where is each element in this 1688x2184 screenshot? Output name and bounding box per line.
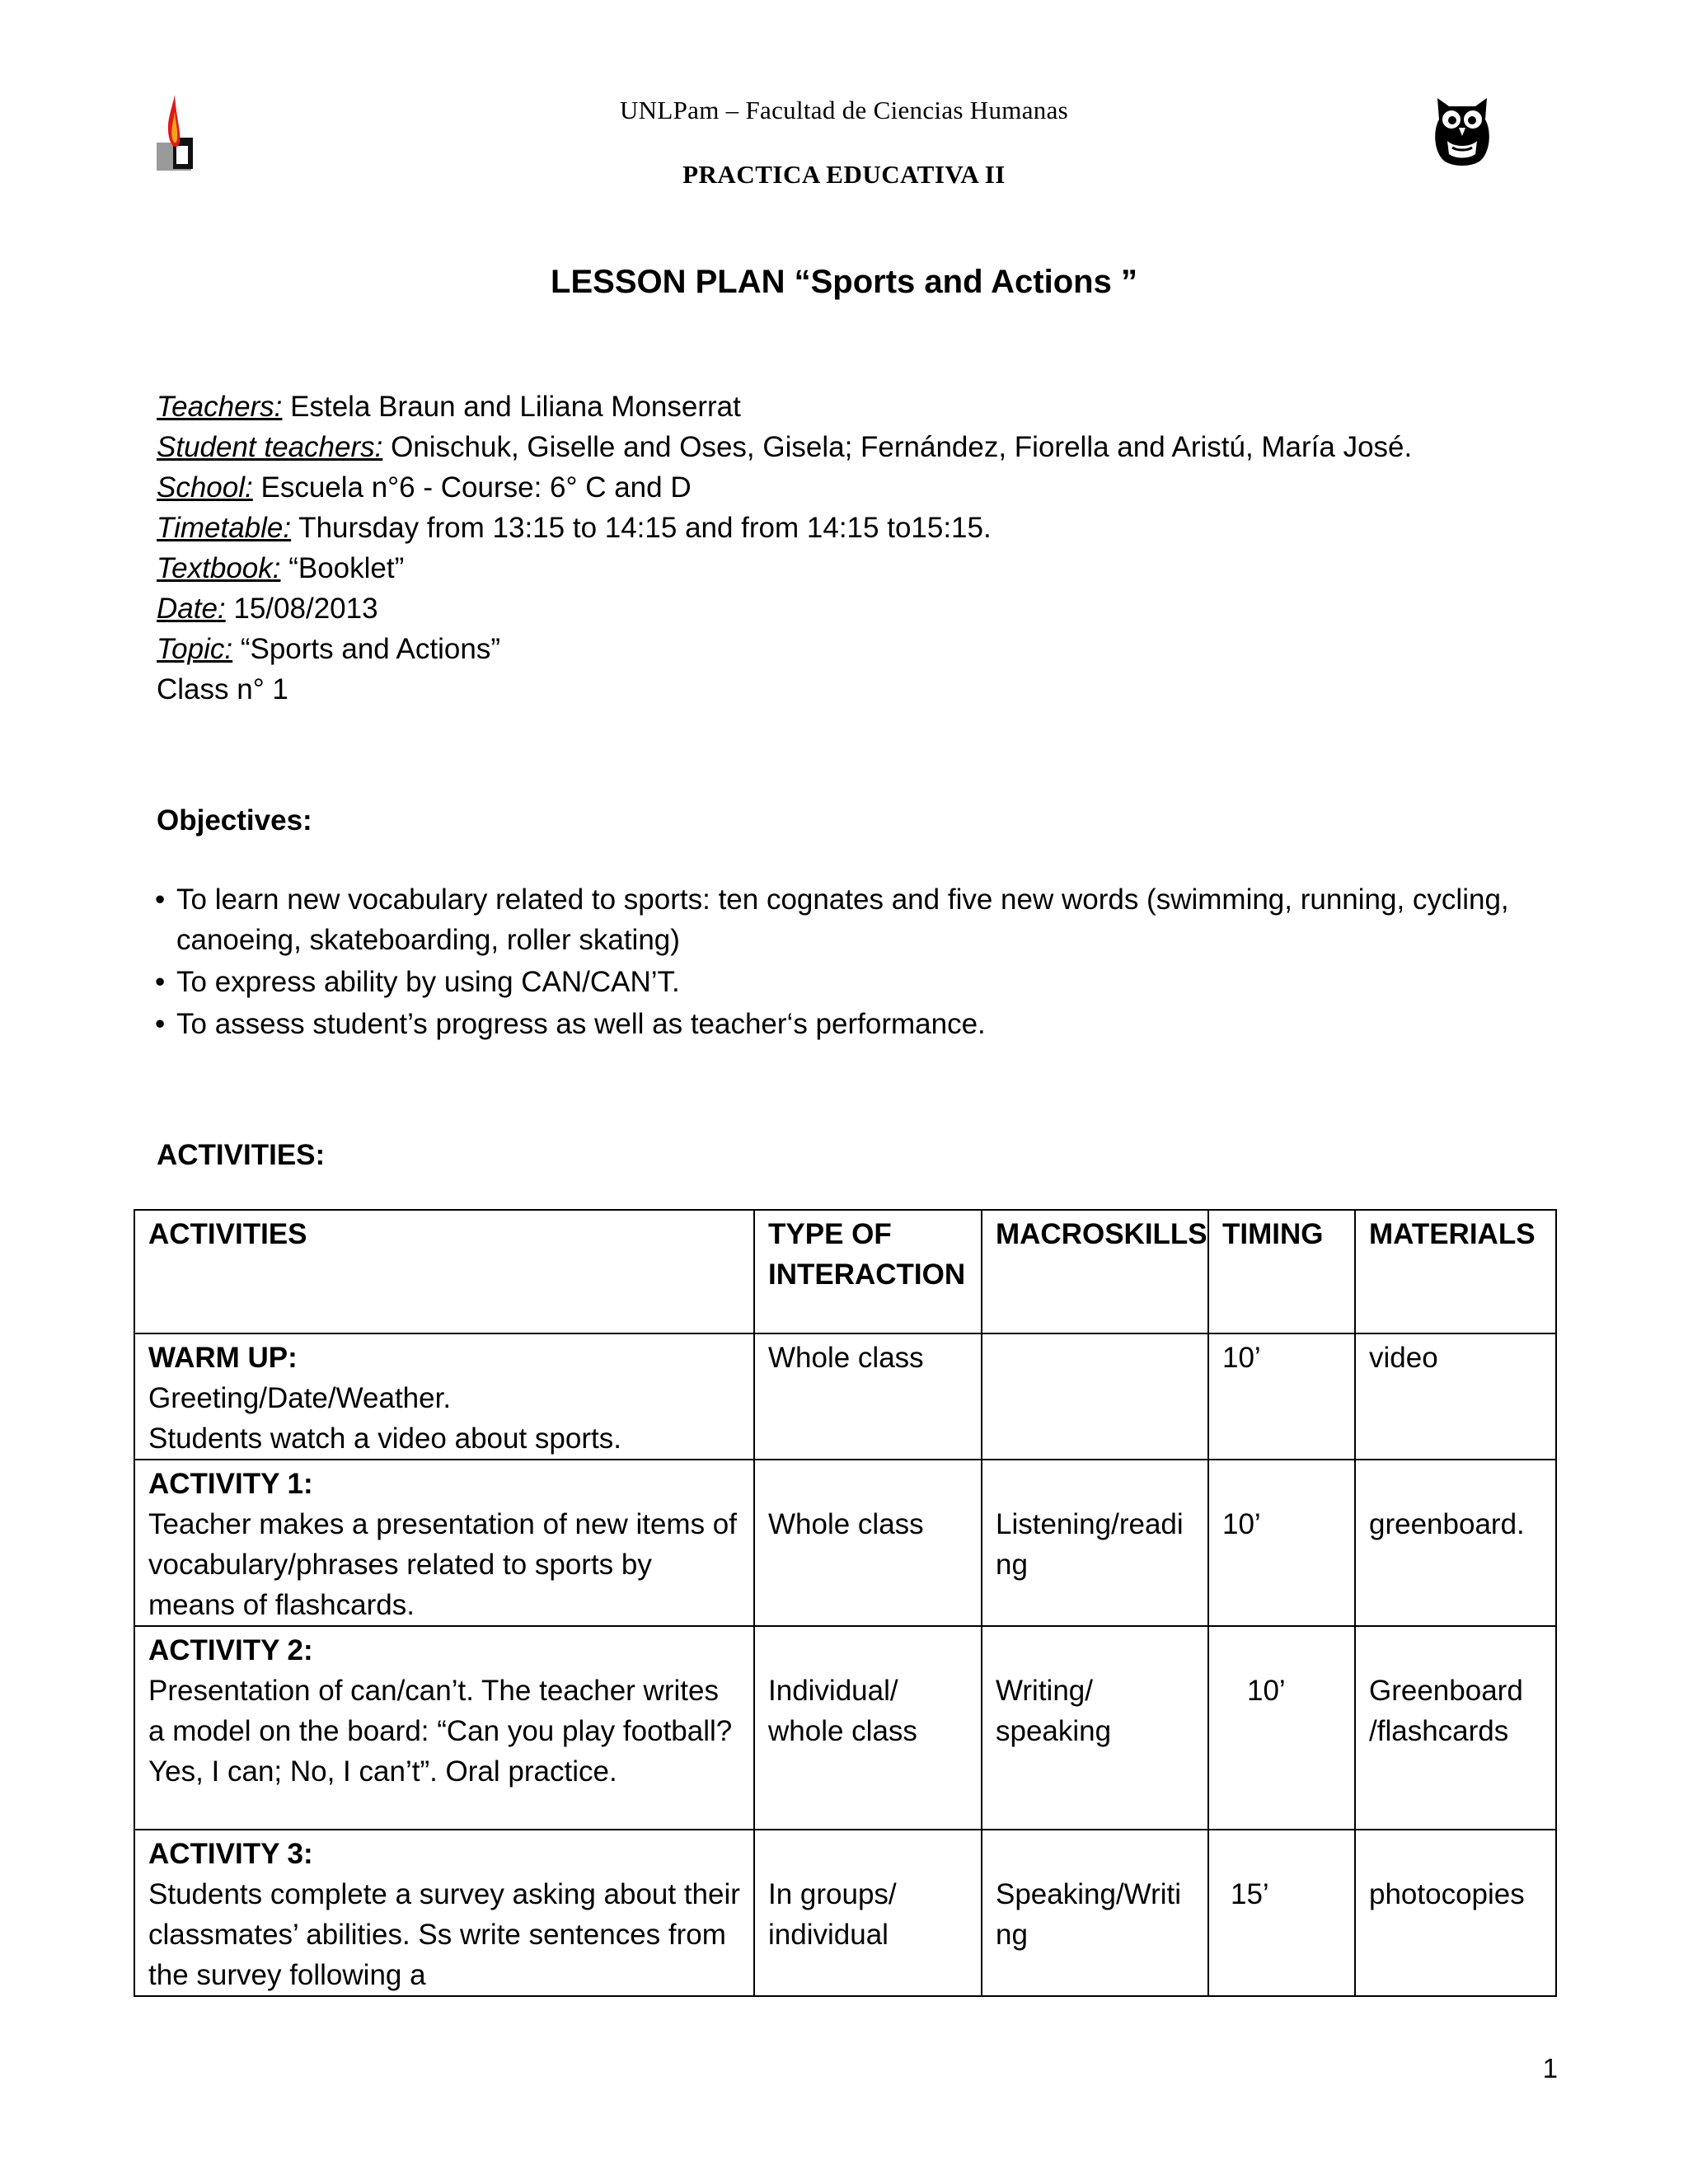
institution-header: UNLPam – Facultad de Ciencias Humanas [619, 96, 1068, 124]
activity-cell [134, 1830, 754, 1996]
info-value: Estela Braun and Liliana Monserrat [282, 391, 741, 423]
bullet-icon: • [155, 1008, 166, 1040]
bullet-icon: • [155, 883, 166, 916]
timing-cell: 10’ [1208, 1333, 1355, 1460]
activity-description: Greeting/Date/Weather. Students watch a video about sports. [148, 1382, 621, 1455]
info-label: Teachers: [157, 391, 283, 423]
interaction-cell: In groups/ individual [754, 1830, 982, 1996]
objective-text: To assess student’s progress as well as teacher‘s performance. [176, 1008, 986, 1040]
column-header-timing: TIMING [1208, 1210, 1355, 1333]
info-label: Timetable: [157, 512, 292, 544]
timing-cell: 10’ [1208, 1460, 1355, 1626]
timing-cell: 10’ [1208, 1626, 1355, 1830]
column-header-interaction: TYPE OF INTERACTION [754, 1210, 982, 1333]
page-number: 1 [1542, 2053, 1558, 2083]
interaction-cell: Whole class [754, 1460, 982, 1626]
activity-cell [134, 1626, 754, 1830]
info-label: Topic: [157, 633, 233, 665]
info-school [157, 467, 1412, 508]
column-header-macroskills: MACROSKILLS [982, 1210, 1208, 1333]
objective-item [155, 1004, 1573, 1044]
macroskills-cell: Speaking/Writing [982, 1830, 1208, 1996]
activity-title: ACTIVITY 2: [148, 1634, 313, 1666]
activity-description: Teacher makes a presentation of new items of vocabulary/phrases related to sports by means of flashcards. [148, 1508, 737, 1621]
table-row [134, 1626, 1556, 1830]
macroskills-cell: Writing/ speaking [982, 1626, 1208, 1830]
column-header-activities: ACTIVITIES [134, 1210, 754, 1333]
activity-description: Students complete a survey asking about their classmates’ abilities. Ss write sentences from the survey following a [148, 1878, 740, 1991]
info-value: Thursday from 13:15 to 14:15 and from 14:15 to15:15. [291, 512, 992, 544]
objectives-heading: Objectives: [157, 804, 312, 837]
materials-cell: Greenboard /flashcards [1355, 1626, 1556, 1830]
objective-text: To learn new vocabulary related to sports: ten cognates and five new words (swimming, running, cycling, canoeing, skateboarding, roller skating) [176, 883, 1509, 956]
materials-cell: video [1355, 1333, 1556, 1460]
objectives-list [155, 879, 1573, 1046]
info-value: Escuela n°6 - Course: 6° C and D [252, 471, 692, 504]
info-timetable [157, 508, 1412, 548]
objective-text: To express ability by using CAN/CAN’T. [176, 966, 680, 998]
bullet-icon: • [155, 966, 166, 998]
info-textbook [157, 548, 1412, 588]
column-header-materials: MATERIALS [1355, 1210, 1556, 1333]
activity-title: ACTIVITY 1: [148, 1468, 313, 1500]
info-label: School: [157, 471, 253, 504]
interaction-cell: Whole class [754, 1333, 982, 1460]
table-header-row [134, 1210, 1556, 1333]
objective-item [155, 962, 1573, 1002]
info-value: “Booklet” [280, 552, 405, 584]
activity-title: WARM UP: [148, 1342, 298, 1374]
table-row [134, 1333, 1556, 1460]
table-row [134, 1830, 1556, 1996]
info-topic [157, 629, 1412, 669]
info-value: Onischuk, Giselle and Oses, Gisela; Fernández, Fiorella and Aristú, María José. [382, 431, 1413, 463]
info-label: Date: [157, 593, 226, 625]
materials-cell: greenboard. [1355, 1460, 1556, 1626]
table-row [134, 1460, 1556, 1626]
activity-cell [134, 1460, 754, 1626]
timing-cell: 15’ [1208, 1830, 1355, 1996]
activity-title: ACTIVITY 3: [148, 1838, 313, 1870]
info-value: 15/08/2013 [225, 593, 378, 625]
class-number: Class n° 1 [157, 673, 288, 705]
document-title: LESSON PLAN “Sports and Actions ” [551, 264, 1137, 300]
activity-cell [134, 1333, 754, 1460]
info-label: Student teachers: [157, 431, 383, 463]
info-teachers [157, 387, 1412, 427]
macroskills-cell [982, 1333, 1208, 1460]
info-student-teachers [157, 427, 1412, 467]
lesson-info [157, 387, 1412, 710]
info-value: “Sports and Actions” [232, 633, 500, 665]
activities-heading: ACTIVITIES: [157, 1139, 326, 1171]
macroskills-cell: Listening/reading [982, 1460, 1208, 1626]
objective-item [155, 879, 1573, 960]
activities-table [134, 1209, 1557, 1997]
materials-cell: photocopies [1355, 1830, 1556, 1996]
info-date [157, 588, 1412, 629]
info-label: Textbook: [157, 552, 281, 584]
activity-description: Presentation of can/can’t. The teacher writes a model on the board: “Can you play football? Yes, I can; No, I can’t”. Oral practice. [148, 1675, 733, 1788]
interaction-cell: Individual/ whole class [754, 1626, 982, 1830]
course-name: PRACTICA EDUCATIVA II [682, 160, 1006, 189]
